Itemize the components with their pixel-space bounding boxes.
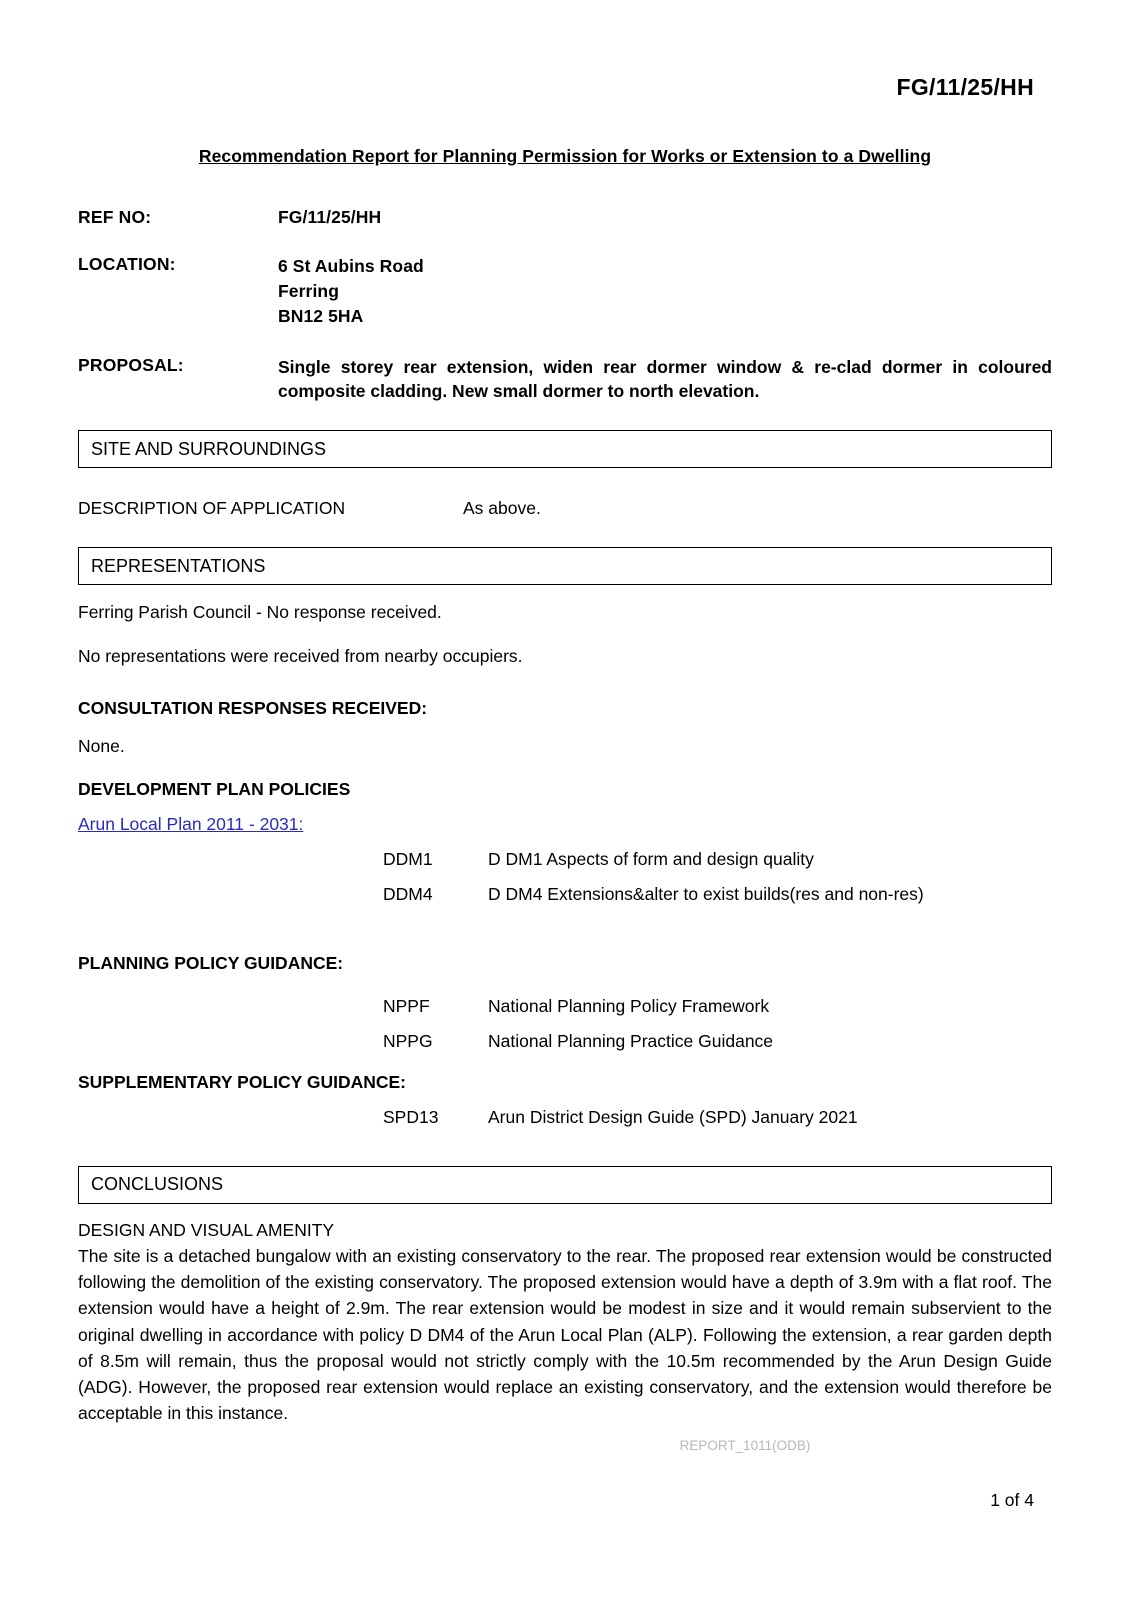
- meta-row-location: [78, 254, 1052, 329]
- consultation-responses-heading: CONSULTATION RESPONSES RECEIVED:: [78, 697, 428, 718]
- ref-value: FG/11/25/HH: [278, 207, 382, 227]
- policy-code: NPPF: [383, 995, 430, 1016]
- policy-code: SPD13: [383, 1106, 439, 1127]
- description-value: As above.: [463, 498, 541, 519]
- location-line-1: 6 St Aubins Road: [278, 256, 424, 276]
- policy-description: Arun District Design Guide (SPD) January 2021: [488, 1106, 858, 1127]
- application-metadata: [78, 207, 1052, 404]
- policy-row: [78, 1107, 1052, 1128]
- policy-code: DDM1: [383, 848, 433, 869]
- meta-row-proposal: [78, 355, 1052, 405]
- meta-row-ref: [78, 207, 1052, 228]
- policy-description: D DM4 Extensions&alter to exist builds(res and non-res): [488, 883, 924, 904]
- representations-parish-council: Ferring Parish Council - No response received.: [78, 602, 442, 623]
- description-of-application-row: [78, 498, 1052, 519]
- policy-description: D DM1 Aspects of form and design quality: [488, 848, 814, 869]
- policy-description: National Planning Policy Framework: [488, 995, 770, 1016]
- proposal-label: PROPOSAL:: [78, 354, 184, 375]
- section-header-conclusions: CONCLUSIONS: [78, 1166, 1052, 1204]
- location-line-3: BN12 5HA: [278, 305, 364, 326]
- page-number: 1 of 4: [990, 1490, 1034, 1510]
- policy-row: [78, 849, 1052, 870]
- policy-row: [78, 884, 1052, 905]
- description-label: DESCRIPTION OF APPLICATION: [78, 498, 346, 519]
- consultation-responses-value: None.: [78, 735, 125, 756]
- location-value: [278, 254, 1052, 329]
- representations-nearby-occupiers: No representations were received from nearby occupiers.: [78, 646, 523, 667]
- planning-policy-guidance-heading: PLANNING POLICY GUIDANCE:: [78, 952, 344, 973]
- document-reference-header: FG/11/25/HH: [896, 74, 1034, 100]
- conclusions-subheading: DESIGN AND VISUAL AMENITY: [78, 1219, 335, 1240]
- location-line-2: Ferring: [278, 280, 339, 301]
- policy-description: National Planning Practice Guidance: [488, 1030, 774, 1051]
- supplementary-policy-guidance-heading: SUPPLEMENTARY POLICY GUIDANCE:: [78, 1071, 406, 1092]
- policy-code: DDM4: [383, 883, 433, 904]
- policy-row: [78, 1031, 1052, 1052]
- proposal-value: Single storey rear extension, widen rear dormer window & re-clad dormer in coloured composite cladding. New small dormer to north elevation.: [278, 356, 1052, 402]
- development-plan-policies-heading: DEVELOPMENT PLAN POLICIES: [78, 778, 351, 799]
- section-header-representations: REPRESENTATIONS: [78, 547, 1052, 585]
- policy-code: NPPG: [383, 1030, 433, 1051]
- page-title: Recommendation Report for Planning Permission for Works or Extension to a Dwelling: [198, 146, 932, 166]
- ref-label: REF NO:: [78, 207, 152, 227]
- conclusions-body: The site is a detached bungalow with an existing conservatory to the rear. The proposed rear extension would be constructed following the demolition of the existing conservatory. The proposed extension would have a depth of 3.9m with a flat roof. The extension would have a height of 2.9m. The rear extension would be modest in size and it would remain subservient to the original dwelling in accordance with policy D DM4 of the Arun Local Plan (ALP). Following the extension, a rear garden depth of 8.5m will remain, thus the proposal would not strictly comply with the 10.5m recommended by the Arun Design Guide (ADG). However, the proposed rear extension would replace an existing conservatory, and the extension would therefore be acceptable in this instance.: [78, 1245, 1052, 1424]
- policy-row: [78, 996, 1052, 1017]
- footer-report-code: REPORT_1011(ODB): [679, 1438, 811, 1453]
- section-header-site-and-surroundings: SITE AND SURROUNDINGS: [78, 430, 1052, 468]
- location-label: LOCATION:: [78, 254, 176, 274]
- arun-local-plan-link[interactable]: Arun Local Plan 2011 - 2031:: [78, 813, 304, 834]
